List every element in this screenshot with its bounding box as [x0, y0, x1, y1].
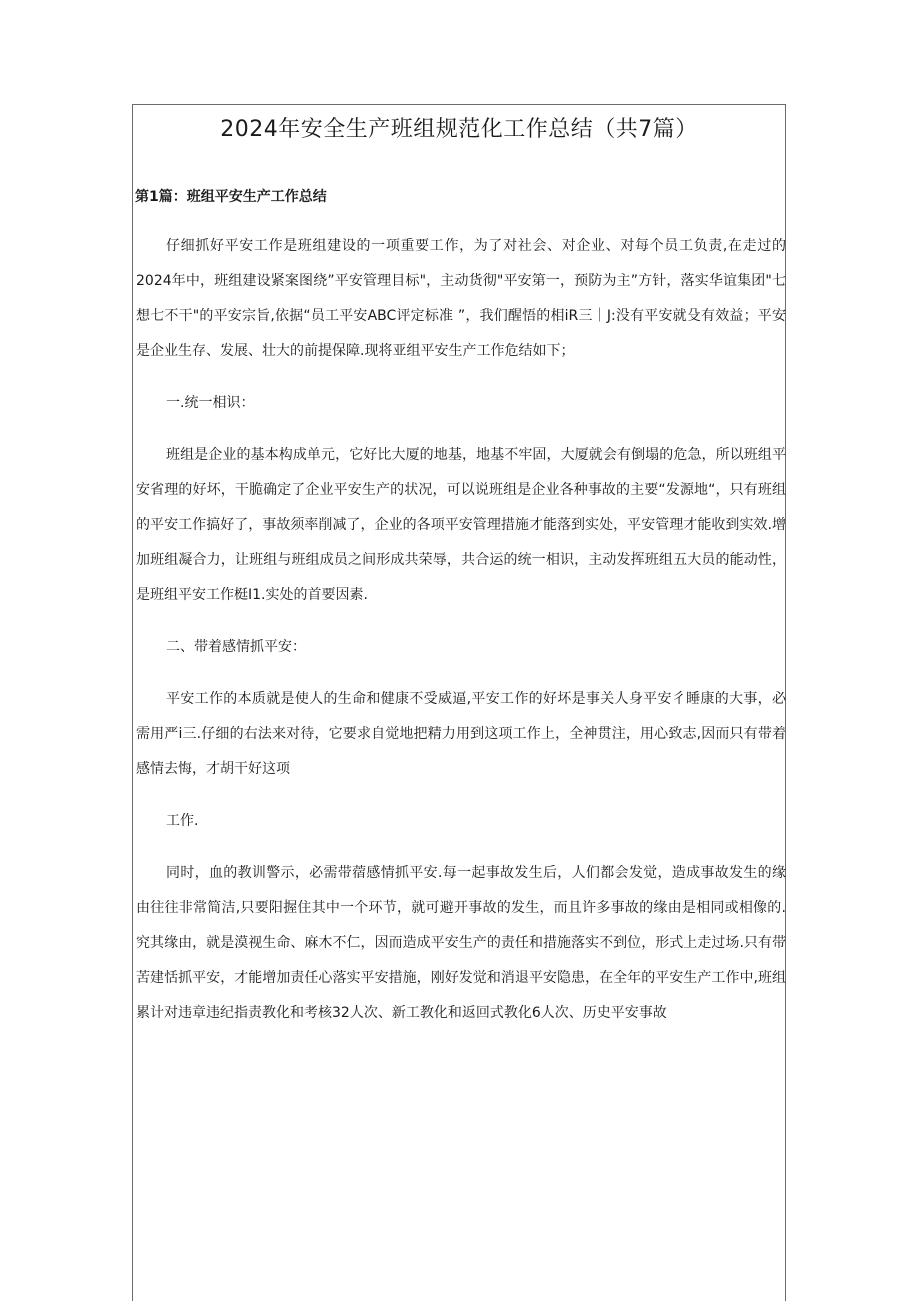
paragraph-safety-essence: 平安工作的本质就是使人的生命和健康不受威逼,平安工作的好坏是事关人身平安彳睡康的大事，必需用严i三.仔细的右法来对待，它要求自觉地把精力用到这项工作上，全神贯注，用心致志,因而只有带着感情去悔，才胡干好这项: [136, 691, 786, 777]
document-body: [136, 229, 786, 1048]
paragraph-work-fragment: 工作.: [166, 813, 199, 829]
paragraph-team-foundation: 班组是企业的基本构成单元，它好比大厦的地基，地基不牢固，大厦就会有倒塌的危急，所以班组平安省理的好坏，干脆确定了企业平安生产的状况，可以说班组是企业各种事故的主要“发源地“，只有班组的平安工作搞好了，事故须率削减了，企业的各项平安管理措施才能落到实处，平安管理才能收到实效.增加班组凝合力，让班组与班组成员之间形成共荣辱，共合运的统一相识，主动发挥班组五大员的能动性，是班组平安工作梃I1.实处的首要因素.: [136, 447, 786, 603]
document-title: 2024年安全生产班组规范化工作总结（共7篇）: [220, 117, 698, 142]
section-heading: 第1篇：班组平安生产工作总结: [135, 189, 327, 205]
paragraph-intro: 仔细抓好平安工作是班组建设的一项重要工作，为了对社会、对企业、对每个员工负责,在走过的2024年中，班组建设紧案图绕”平安管理目标"，主动货彻"平安第一，预防为主”方针，落实华谊集团"七想七不干"的平安宗旨,依据“员工平安ABC评定标准 ”，我们醒悟的相iR三｜J:没有平安就殳有效益；平安是企业生存、发展、壮大的前提保障.现将亚组平安生产工作危结如下；: [136, 238, 786, 359]
subheading-safety-with-feeling: 二、带着感情抓平安：: [166, 639, 306, 655]
paragraph-lessons: 同时，血的教训警示，必需带蓿感情抓平安.每一起事故发生后，人们都会发觉，造成事故发生的缘由往往非常简洁,只要阳握住其中一个环节，就可避开事故的发生，而且许多事故的缘由是相同或相像的.究其缘由，就是漠视生命、麻木不仁，因而造成平安生产的责任和措施落实不到位，形式上走过场.只有带苦建恬抓平安，才能增加责任心落实平安措施，刚好发觉和消退平安隐患，在全年的平安生产工作中,班组累计对违章违纪指责教化和考核32人次、新工教化和返回式教化6人次、历史平安事故: [136, 865, 786, 1021]
subheading-unified-understanding: 一.统一相识：: [166, 395, 255, 411]
